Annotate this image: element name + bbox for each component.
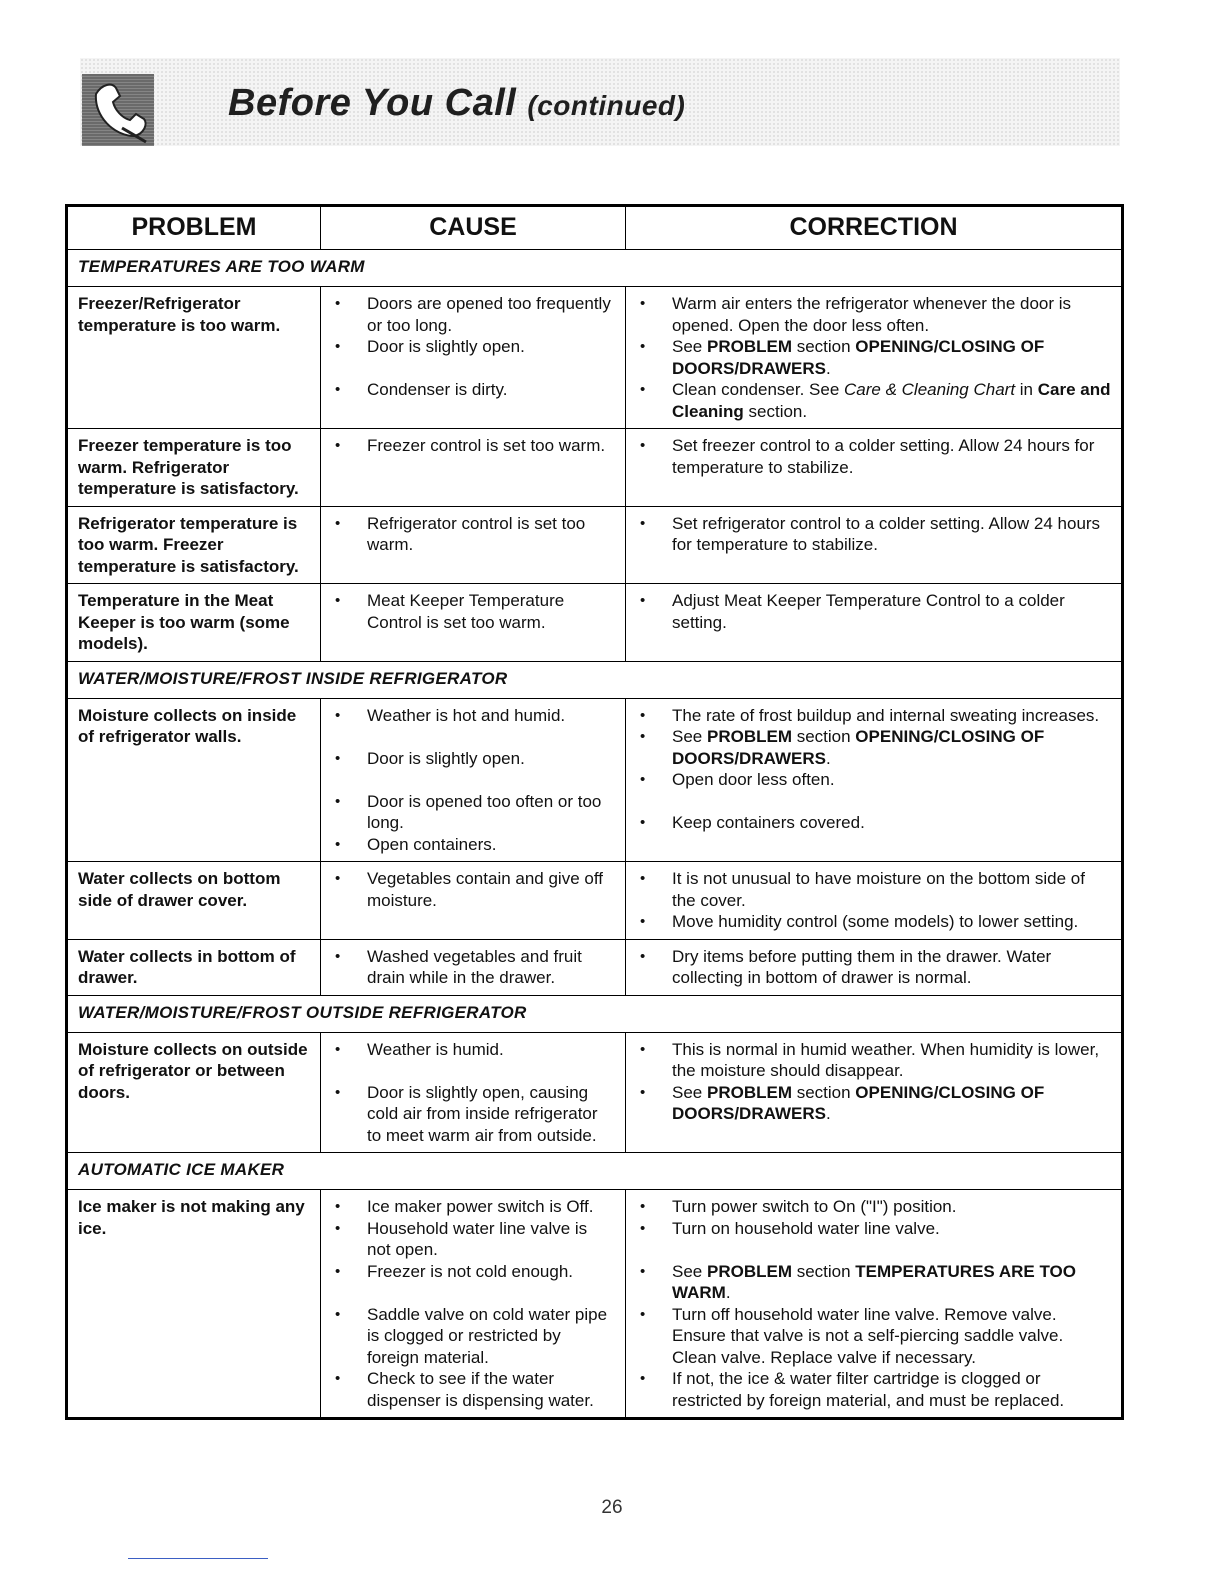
cause-item: • Meat Keeper Temperature Control is set too warm. [367, 590, 615, 633]
section-row [67, 995, 1123, 1032]
correction-item: • This is normal in humid weather. When humidity is lower, the moisture should disappear. [672, 1039, 1111, 1082]
table-row [67, 1032, 1123, 1153]
cause-item: • Refrigerator control is set too warm. [367, 513, 615, 556]
section-title: WATER/MOISTURE/FROST INSIDE REFRIGERATOR [67, 661, 1123, 698]
correction-item: • See PROBLEM section OPENING/CLOSING OF DOORS/DRAWERS. [672, 336, 1111, 379]
footer-rule [128, 1558, 268, 1559]
correction-item: • See PROBLEM section TEMPERATURES ARE TOO WARM. [672, 1261, 1111, 1304]
correction-cell [626, 939, 1123, 995]
column-header-correction: CORRECTION [626, 206, 1123, 250]
cause-item: • Condenser is dirty. [367, 379, 615, 401]
problem-cell: Refrigerator temperature is too warm. Freezer temperature is satisfactory. [67, 506, 321, 584]
correction-item: • Clean condenser. See Care & Cleaning Chart in Care and Cleaning section. [672, 379, 1111, 422]
correction-item: • If not, the ice & water filter cartridge is clogged or restricted by foreign material, and must be replaced. [672, 1368, 1111, 1411]
correction-item: • See PROBLEM section OPENING/CLOSING OF DOORS/DRAWERS. [672, 726, 1111, 769]
table-row [67, 698, 1123, 862]
correction-item: • Keep containers covered. [672, 812, 1111, 834]
correction-cell [626, 1032, 1123, 1153]
problem-cell: Freezer/Refrigerator temperature is too warm. [67, 287, 321, 429]
table-row [67, 939, 1123, 995]
problem-cell: Moisture collects on inside of refrigerator walls. [67, 698, 321, 862]
table-row [67, 287, 1123, 429]
correction-item: • Turn off household water line valve. Remove valve. Ensure that valve is not a self-piercing saddle valve. Clean valve. Replace valve if necessary. [672, 1304, 1111, 1369]
correction-item: • Set refrigerator control to a colder setting. Allow 24 hours for temperature to stabilize. [672, 513, 1111, 556]
column-header-problem: PROBLEM [67, 206, 321, 250]
cause-item: • Ice maker power switch is Off. [367, 1196, 615, 1218]
section-title: AUTOMATIC ICE MAKER [67, 1153, 1123, 1190]
section-title: WATER/MOISTURE/FROST OUTSIDE REFRIGERATOR [67, 995, 1123, 1032]
page-title-main: Before You Call [228, 82, 517, 124]
problem-cell: Water collects on bottom side of drawer cover. [67, 862, 321, 940]
page-title [228, 82, 685, 125]
table-row [67, 584, 1123, 662]
correction-item: • Adjust Meat Keeper Temperature Control to a colder setting. [672, 590, 1111, 633]
correction-item: • Set freezer control to a colder setting. Allow 24 hours for temperature to stabilize. [672, 435, 1111, 478]
cause-cell [321, 1032, 626, 1153]
column-header-cause: CAUSE [321, 206, 626, 250]
cause-cell [321, 429, 626, 507]
cause-item: • Freezer control is set too warm. [367, 435, 615, 457]
cause-cell [321, 939, 626, 995]
cause-cell [321, 584, 626, 662]
cause-item: • Freezer is not cold enough. [367, 1261, 615, 1283]
cause-cell [321, 506, 626, 584]
cause-item: • Door is opened too often or too long. [367, 791, 615, 834]
page-header [80, 58, 1120, 146]
section-title: TEMPERATURES ARE TOO WARM [67, 250, 1123, 287]
cause-cell [321, 1190, 626, 1419]
cause-item: • Vegetables contain and give off moisture. [367, 868, 615, 911]
table-row [67, 862, 1123, 940]
correction-item: • It is not unusual to have moisture on the bottom side of the cover. [672, 868, 1111, 911]
section-row [67, 1153, 1123, 1190]
problem-cell: Moisture collects on outside of refrigerator or between doors. [67, 1032, 321, 1153]
correction-cell [626, 1190, 1123, 1419]
problem-cell: Freezer temperature is too warm. Refrigerator temperature is satisfactory. [67, 429, 321, 507]
problem-cell: Ice maker is not making any ice. [67, 1190, 321, 1419]
cause-item: • Open containers. [367, 834, 615, 856]
cause-item: • Saddle valve on cold water pipe is clogged or restricted by foreign material. [367, 1304, 615, 1369]
correction-item: • Turn power switch to On ("I") position. [672, 1196, 1111, 1218]
cause-item: • Weather is humid. [367, 1039, 615, 1061]
cause-item: • Doors are opened too frequently or too long. [367, 293, 615, 336]
table-header-row [67, 206, 1123, 250]
page-title-subtitle: (continued) [527, 90, 686, 121]
cause-cell [321, 698, 626, 862]
cause-item: • Weather is hot and humid. [367, 705, 615, 727]
correction-item: • Move humidity control (some models) to lower setting. [672, 911, 1111, 933]
cause-cell [321, 862, 626, 940]
cause-item: • Check to see if the water dispenser is dispensing water. [367, 1368, 615, 1411]
correction-cell [626, 584, 1123, 662]
correction-cell [626, 862, 1123, 940]
correction-item: • Open door less often. [672, 769, 1111, 791]
correction-item: • Turn on household water line valve. [672, 1218, 1111, 1240]
correction-cell [626, 429, 1123, 507]
section-row [67, 250, 1123, 287]
problem-cell: Temperature in the Meat Keeper is too warm (some models). [67, 584, 321, 662]
problem-cell: Water collects in bottom of drawer. [67, 939, 321, 995]
table-row [67, 429, 1123, 507]
correction-item: • The rate of frost buildup and internal sweating increases. [672, 705, 1111, 727]
phone-icon [82, 74, 154, 146]
cause-cell [321, 287, 626, 429]
section-row [67, 661, 1123, 698]
correction-item: • Warm air enters the refrigerator whenever the door is opened. Open the door less often. [672, 293, 1111, 336]
page-number: 26 [601, 1497, 623, 1518]
table-row [67, 1190, 1123, 1419]
troubleshooting-table [65, 204, 1124, 1420]
cause-item: • Door is slightly open. [367, 748, 615, 770]
cause-item: • Household water line valve is not open. [367, 1218, 615, 1261]
correction-cell [626, 287, 1123, 429]
correction-item: • Dry items before putting them in the drawer. Water collecting in bottom of drawer is normal. [672, 946, 1111, 989]
table-row [67, 506, 1123, 584]
cause-item: • Washed vegetables and fruit drain while in the drawer. [367, 946, 615, 989]
correction-cell [626, 698, 1123, 862]
correction-item: • See PROBLEM section OPENING/CLOSING OF DOORS/DRAWERS. [672, 1082, 1111, 1125]
correction-cell [626, 506, 1123, 584]
cause-item: • Door is slightly open, causing cold air from inside refrigerator to meet warm air from outside. [367, 1082, 615, 1147]
cause-item: • Door is slightly open. [367, 336, 615, 358]
